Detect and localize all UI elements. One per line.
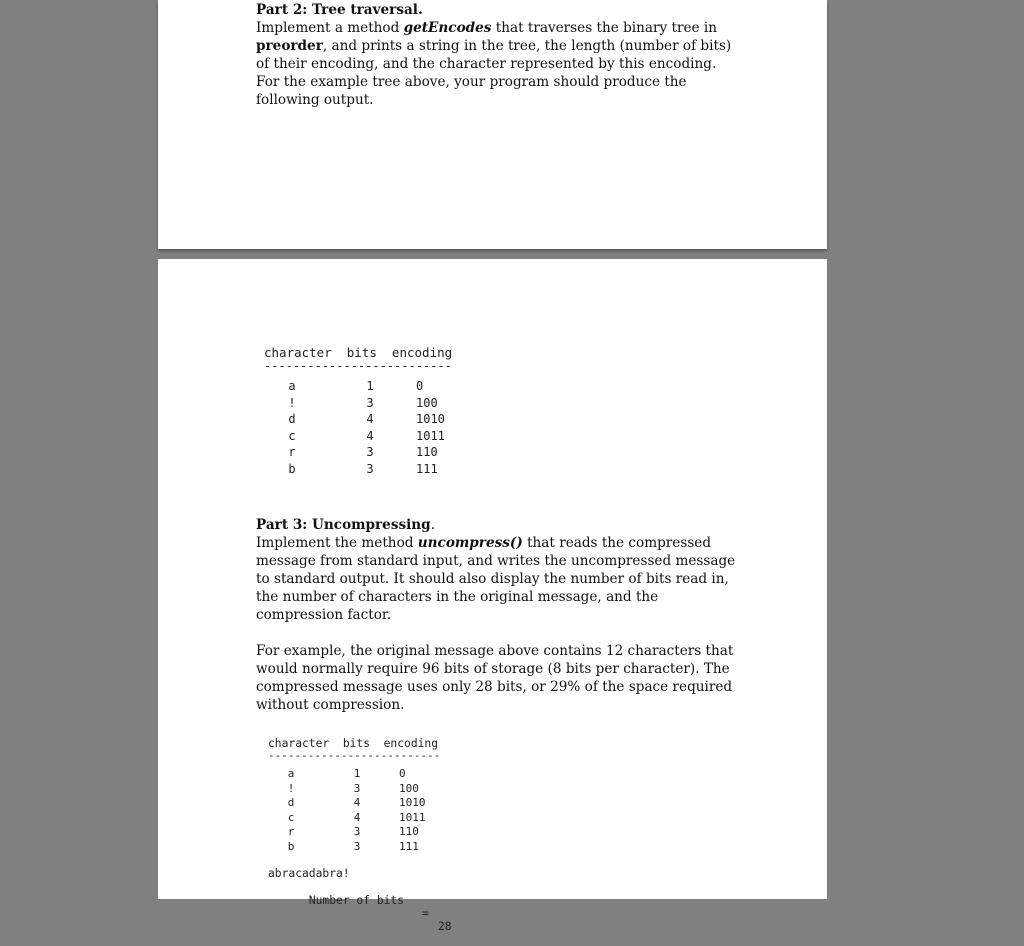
character-cell: ! <box>287 781 295 795</box>
character-cell: ! <box>288 395 296 410</box>
part3-example-paragraph: For example, the original message above contains 12 characters that would normally require 96 bits of storage (8 bits per character). The compressed message uses only 28 bits, or 29% of the space required without compression. <box>256 643 734 713</box>
part3-paragraph <box>256 534 736 624</box>
bits-cell: 4 <box>366 412 374 426</box>
encoding-cell: 1011 <box>399 810 426 824</box>
table-1-rule: -------------------------- <box>264 359 452 373</box>
encoding-table-2 <box>268 737 508 933</box>
encoding-cell: 1010 <box>416 412 445 426</box>
bits-cell: 3 <box>353 825 361 838</box>
part2-paragraph <box>256 19 736 109</box>
document-page-1 <box>158 0 827 249</box>
bits-cell: 1 <box>353 767 361 780</box>
table-row <box>264 462 504 478</box>
encoding-cell: 0 <box>399 767 406 780</box>
part3-text-1: Implement the method <box>256 535 418 551</box>
table-1-header: character bits encoding <box>264 345 453 360</box>
part2-preorder: preorder <box>256 38 323 54</box>
table-row <box>268 840 508 856</box>
output-bits-equals: = <box>422 907 429 920</box>
part3-section <box>256 516 736 714</box>
bits-cell: 3 <box>353 781 361 795</box>
output-message: abracadabra! <box>268 867 350 880</box>
output-bits-line <box>268 881 508 946</box>
part2-section <box>256 1 736 109</box>
character-cell: b <box>288 461 296 476</box>
encoding-cell: 1011 <box>416 428 445 443</box>
output-bits-value: 28 <box>438 920 452 933</box>
encoding-cell: 100 <box>416 395 438 410</box>
table-2-rule: -------------------------- <box>268 749 441 762</box>
bits-cell: 3 <box>366 461 374 476</box>
encoding-cell: 100 <box>399 781 419 795</box>
table-row <box>264 396 504 412</box>
encoding-cell: 110 <box>416 445 438 459</box>
part3-heading-line <box>256 516 736 534</box>
table-2-header: character bits encoding <box>268 737 439 750</box>
character-cell: r <box>287 825 295 838</box>
part3-method-name: uncompress() <box>417 535 523 551</box>
bits-cell: 3 <box>366 445 374 459</box>
bits-cell: 4 <box>353 796 361 809</box>
character-cell: c <box>287 810 295 824</box>
part2-text-2: that traverses the binary tree in <box>491 20 717 36</box>
encoding-table-1 <box>264 345 504 480</box>
character-cell: d <box>288 412 296 426</box>
output-bits-label: Number of bits <box>308 894 405 907</box>
table-row <box>264 412 504 428</box>
part3-heading: Part 3: Uncompressing <box>256 517 431 533</box>
encoding-cell: 110 <box>399 825 419 838</box>
encoding-cell: 111 <box>416 461 438 476</box>
bits-cell: 4 <box>353 810 361 824</box>
encoding-cell: 1010 <box>399 796 426 809</box>
character-cell: a <box>288 379 296 393</box>
table-row <box>264 445 504 461</box>
table-row <box>264 379 504 395</box>
encoding-cell: 111 <box>399 839 419 853</box>
character-cell: r <box>288 445 296 459</box>
part2-method-name: getEncodes <box>403 20 492 36</box>
part3-text-2: that reads the compressed message from standard input, and writes the uncompressed message to standard output. It should also display the number of bits read in, the number of characters in the original message, and the compression factor. <box>256 535 736 623</box>
document-page-2 <box>158 259 827 933</box>
part2-text-3: , and prints a string in the tree, the length (number of bits) of their encoding, and the character represented by this encoding. For the example tree above, your program should produce the following output. <box>256 38 732 108</box>
bits-cell: 4 <box>366 428 374 443</box>
character-cell: c <box>288 428 296 443</box>
part2-heading: Part 2: Tree traversal. <box>256 2 423 18</box>
bits-cell: 3 <box>353 839 361 853</box>
character-cell: a <box>287 767 295 780</box>
part3-heading-dot: . <box>430 517 436 533</box>
bits-cell: 1 <box>366 379 374 393</box>
encoding-cell: 0 <box>416 379 424 393</box>
character-cell: d <box>287 796 295 809</box>
character-cell: b <box>287 839 295 853</box>
bits-cell: 3 <box>366 395 374 410</box>
part2-text-1: Implement a method <box>256 20 404 36</box>
table-row <box>264 429 504 445</box>
